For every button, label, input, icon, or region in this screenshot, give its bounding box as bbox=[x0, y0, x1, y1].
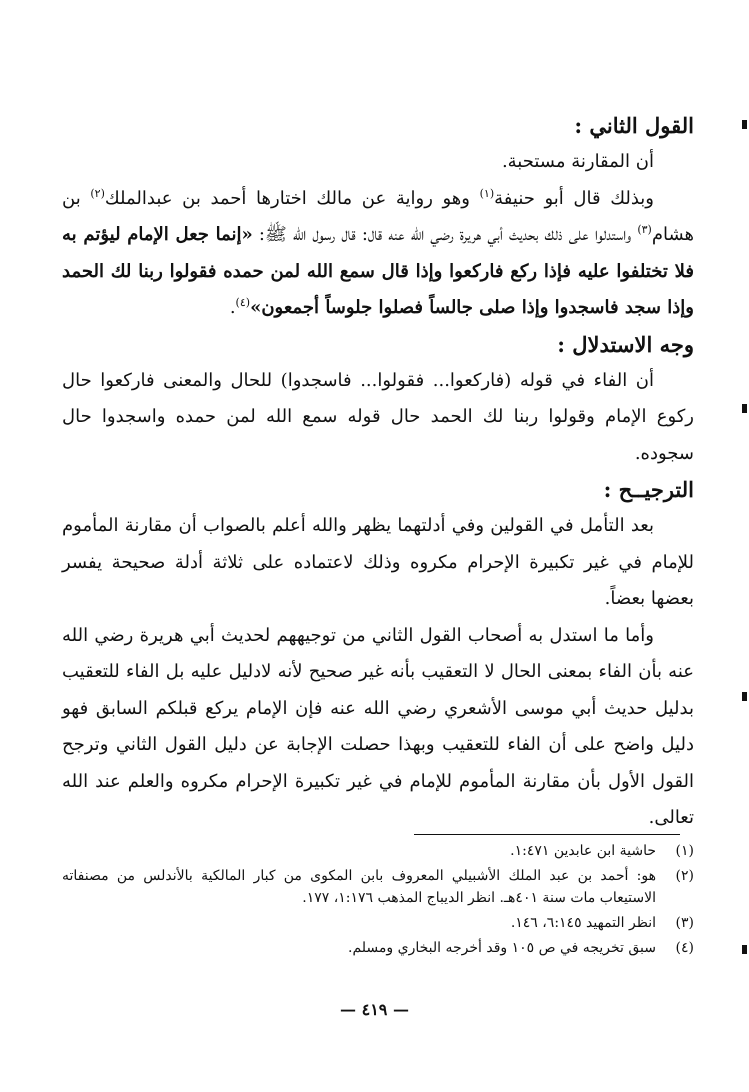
evidence-text-c: بن هشام bbox=[62, 187, 695, 245]
evidence-text-a: وبذلك قال أبو حنيفة bbox=[494, 187, 655, 209]
footnote-number: (٤) bbox=[675, 940, 694, 956]
page-body bbox=[62, 108, 694, 837]
footnote-text: انظر التمهيد ٦:١٤٥، ١٤٦. bbox=[510, 915, 656, 931]
evidence-text-d: واستدلوا على ذلك بحديث أبي هريرة رضي الله عنه قال: قال رسول الله ﷺ: bbox=[252, 224, 638, 245]
footnote-text: هو: أحمد بن عبد الملك الأشبيلي المعروف بابن المكوى من كبار المالكية بالأندلس من مصنفاته الاستيعاب مات سنة ٤٠١هـ. انظر الديباج المذهب ١:١٧٦، ١٧٧. bbox=[62, 868, 656, 906]
footnote-ref-2: (٢) bbox=[90, 186, 105, 200]
footnote-divider bbox=[414, 834, 680, 835]
footnote-number: (٣) bbox=[675, 915, 694, 931]
footnote-text: حاشية ابن عابدين ١:٤٧١. bbox=[510, 843, 656, 859]
second-opinion-evidence bbox=[62, 181, 694, 327]
preference-paragraph-1: بعد التأمل في القولين وفي أدلتهما يظهر والله أعلم بالصواب أن مقارنة المأموم للإمام في غير تكبيرة الإحرام مكروه وذلك لاعتماده على ثلاثة أدلة صحيحة يفسر بعضها بعضاً. bbox=[62, 515, 694, 609]
page-number: — ٤١٩ — bbox=[340, 1000, 409, 1019]
section-heading-preference: الترجيــح : bbox=[603, 477, 694, 502]
evidence-text-b: وهو رواية عن مالك اختارها أحمد بن عبدالملك bbox=[104, 187, 480, 209]
section-heading-second-opinion: القول الثاني : bbox=[574, 113, 694, 138]
footnote-item bbox=[62, 937, 694, 959]
evidence-end: . bbox=[229, 297, 236, 318]
footnote-item bbox=[62, 840, 694, 862]
footnote-ref-1: (١) bbox=[479, 186, 495, 200]
footnote-text: سبق تخريجه في ص ١٠٥ وقد أخرجه البخاري ومسلم. bbox=[348, 940, 656, 956]
footnote-number: (٢) bbox=[675, 868, 694, 884]
margin-mark bbox=[742, 120, 747, 129]
margin-mark bbox=[742, 404, 747, 413]
inference-text: أن الفاء في قوله (فاركعوا... فقولوا... فاسجدوا) للحال والمعنى فاركعوا حال ركوع الإمام وقولوا ربنا لك الحمد حال قوله سمع الله لمن حمده واسجدوا حال سجوده. bbox=[62, 369, 694, 464]
footnotes bbox=[62, 840, 694, 962]
footnote-item bbox=[62, 865, 694, 909]
second-opinion-statement: أن المقارنة مستحبة. bbox=[501, 151, 654, 172]
preference-paragraph-2: وأما ما استدل به أصحاب القول الثاني من توجيههم لحديث أبي هريرة رضي الله عنه بأن الفاء بمعنى الحال لا التعقيب بأنه غير صحيح لأنه لادليل عليه بل الفاء للتعقيب بدليل حديث أبي موسى الأشعري رضي الله عنه فإن الإمام يركع قبلكم السابق فهو دليل واضح على أن الفاء للتعقيب وبهذا حصلت الإجابة عن دليل القول الثاني وترجح القول الأول بأن مقارنة المأموم للإمام في غير تكبيرة الإحرام مكروه والعلم عند الله تعالى. bbox=[62, 624, 694, 828]
margin-mark bbox=[742, 692, 747, 701]
margin-mark bbox=[742, 945, 747, 954]
hadith-quote: «إنما جعل الإمام ليؤتم به فلا تختلفوا عليه فإذا ركع فاركعوا وإذا قال سمع الله لمن حمده فقولوا ربنا لك الحمد وإذا سجد فاسجدوا وإذا صلى جالساً فصلوا جلوساً أجمعون» bbox=[62, 224, 694, 318]
footnote-number: (١) bbox=[675, 843, 694, 859]
footnote-item bbox=[62, 912, 694, 934]
section-heading-inference: وجه الاستدلال : bbox=[557, 331, 694, 357]
footnote-ref-4: (٤) bbox=[235, 296, 251, 309]
footnote-ref-3: (٣) bbox=[637, 223, 652, 236]
